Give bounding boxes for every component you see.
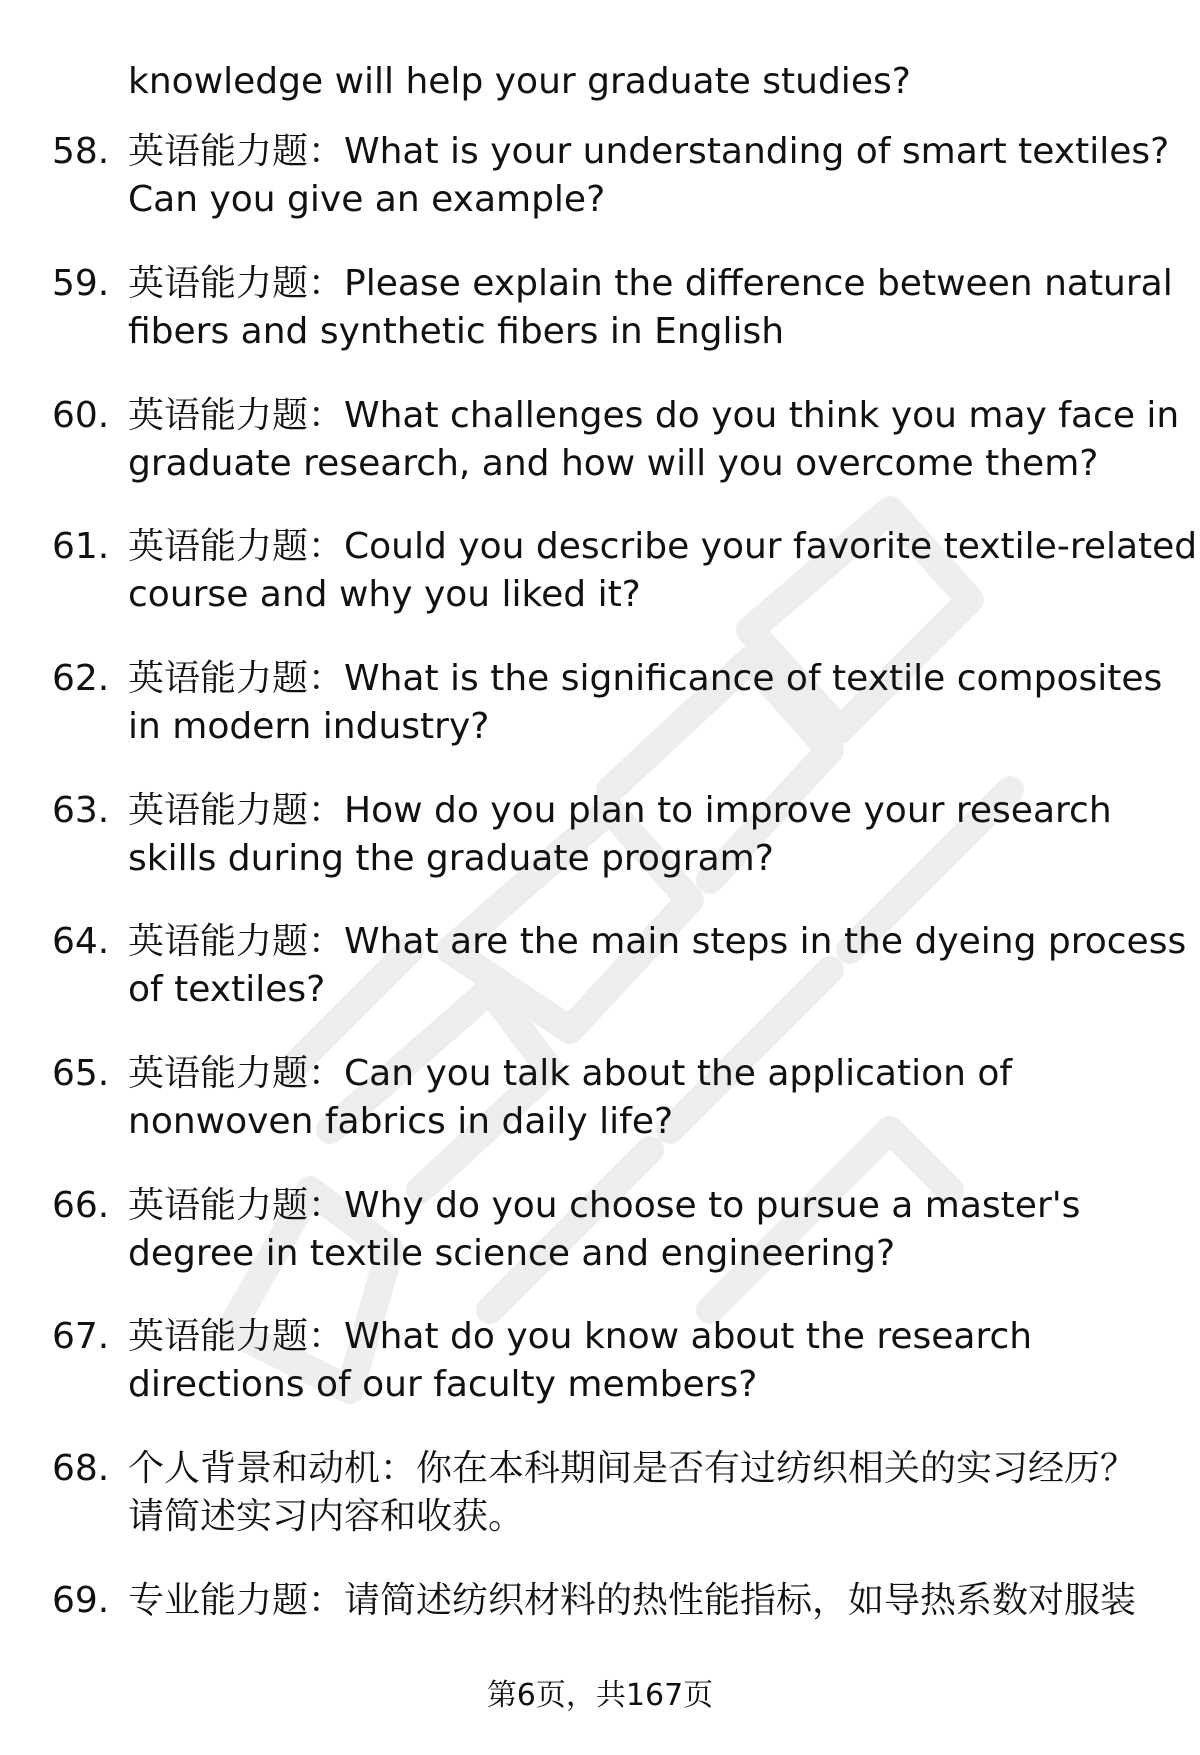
question-text-line: 英语能力题：How do you plan to improve your research bbox=[128, 790, 1112, 831]
question-number: 66. bbox=[52, 1185, 110, 1226]
question-text-line: directions of our faculty members? bbox=[128, 1364, 758, 1405]
page-footer: 第6页，共167页 bbox=[486, 1678, 714, 1713]
question-text-line: 英语能力题：Why do you choose to pursue a master's bbox=[128, 1185, 1081, 1226]
question-text-line: 英语能力题：What is the significance of textile composites bbox=[128, 658, 1163, 699]
question-text-line: 个人背景和动机：你在本科期间是否有过纺织相关的实习经历？ bbox=[128, 1448, 1137, 1489]
question-text-line: 英语能力题：Please explain the difference between natural bbox=[128, 263, 1173, 304]
question-number: 59. bbox=[52, 263, 110, 304]
question-text-line: graduate research, and how will you overcome them? bbox=[128, 443, 1099, 484]
question-text-line: Can you give an example? bbox=[128, 179, 606, 220]
question-text-line: in modern industry? bbox=[128, 706, 490, 747]
question-text-line: 请简述实习内容和收获。 bbox=[128, 1496, 525, 1537]
question-text-line: degree in textile science and engineering? bbox=[128, 1233, 896, 1274]
question-number: 65. bbox=[52, 1053, 110, 1094]
question-text-line: of textiles? bbox=[128, 969, 326, 1010]
continuation-line: knowledge will help your graduate studies? bbox=[128, 61, 911, 102]
question-text-line: 英语能力题：What challenges do you think you may face in bbox=[128, 395, 1180, 436]
question-number: 67. bbox=[52, 1316, 110, 1357]
question-text-line: nonwoven fabrics in daily life? bbox=[128, 1101, 674, 1142]
question-number: 69. bbox=[52, 1580, 110, 1621]
question-text-line: 英语能力题：What are the main steps in the dyeing process bbox=[128, 921, 1187, 962]
question-text-line: 英语能力题：Can you talk about the application of bbox=[128, 1053, 1013, 1094]
question-text-line: 专业能力题：请简述纺织材料的热性能指标，如导热系数对服装 bbox=[128, 1580, 1137, 1621]
question-text-line: 英语能力题：What do you know about the research bbox=[128, 1316, 1033, 1357]
question-number: 61. bbox=[52, 526, 110, 567]
question-text-line: skills during the graduate program? bbox=[128, 838, 774, 879]
question-number: 58. bbox=[52, 131, 110, 172]
question-text-line: 英语能力题：What is your understanding of smart textiles? bbox=[128, 131, 1170, 172]
question-number: 62. bbox=[52, 658, 110, 699]
question-number: 64. bbox=[52, 921, 110, 962]
question-number: 63. bbox=[52, 790, 110, 831]
question-text-line: fibers and synthetic fibers in English bbox=[128, 311, 785, 352]
question-number: 60. bbox=[52, 395, 110, 436]
question-number: 68. bbox=[52, 1448, 110, 1489]
question-text-line: course and why you liked it? bbox=[128, 574, 641, 615]
question-text-line: 英语能力题：Could you describe your favorite textile-related bbox=[128, 526, 1198, 567]
